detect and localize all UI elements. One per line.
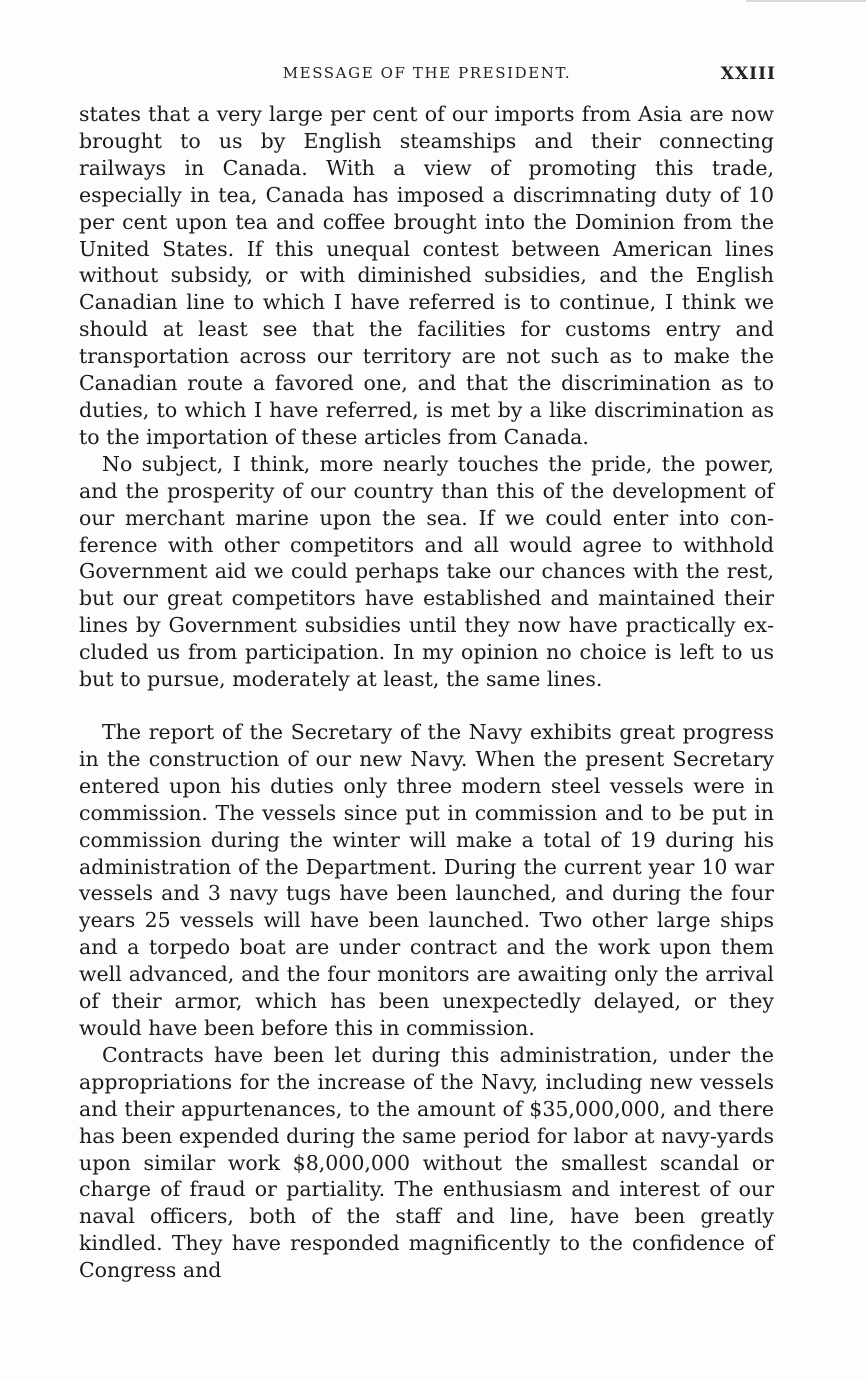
page-edge-mark (746, 0, 866, 2)
paragraph: No subject, I think, more nearly touches the pride, the power, and the prosperity of our country than this of the development of our merchant marine upon the sea. If we could enter into conference with other competitors and all would agree to withhold Government aid we could perhaps take our chances with the rest, but our great competitors have established and maintained their lines by Government subsidies until they now have practically excluded us from participation. In my opinion no choice is left to us but to pursue, moderately at least, the same lines. (79, 451, 774, 692)
running-title: MESSAGE OF THE PRESIDENT. (282, 64, 572, 82)
text-block-lower (79, 719, 774, 1284)
text-block-upper (79, 101, 774, 693)
paragraph: The report of the Secretary of the Navy exhibits great progress in the construction of our new Navy. When the present Secretary entered upon his duties only three modern steel vessels were in commission. The vessels since put in commission and to be put in commission during the winter will make a total of 19 during his administration of the Department. During the current year 10 war vessels and 3 navy tugs have been launched, and during the four years 25 vessels will have been launched. Two other large ships and a torpedo boat are under contract and the work upon them well advanced, and the four monitors are awaiting only the arrival of their armor, which has been unexpectedly delayed, or they would have been before this in commission. (79, 720, 774, 1040)
paragraph: Contracts have been let during this administration, under the appropriations for the increase of the Navy, including new vessels and their appurtenances, to the amount of $35,000,000, and there has been expended during the same period for labor at navy-yards upon similar work $8,000,000 without the smallest scandal or charge of fraud or partiality. The enthusiasm and interest of our naval officers, both of the staff and line, have been greatly kindled. They have responded magnificently to the confidence of Congress and (79, 1042, 774, 1283)
page-number: XXIII (720, 64, 776, 84)
running-head (78, 64, 776, 88)
paragraph-continued: states that a very large per cent of our imports from Asia are now brought to us by English steamships and their connecting railways in Canada. With a view of promoting this trade, especially in tea, Canada has imposed a discrimnating duty of 10 per cent upon tea and coffee brought into the Dominion from the United States. If this unequal contest between American lines without subsidy, or with diminished subsidies, and the English Canadian line to which I have referred is to continue, I think we should at least see that the facilities for customs entry and transportation across our territory are not such as to make the Canadian route a favored one, and that the discrimination as to duties, to which I have referred, is met by a like discrimination as to the importation of these articles from Canada. (79, 102, 774, 449)
